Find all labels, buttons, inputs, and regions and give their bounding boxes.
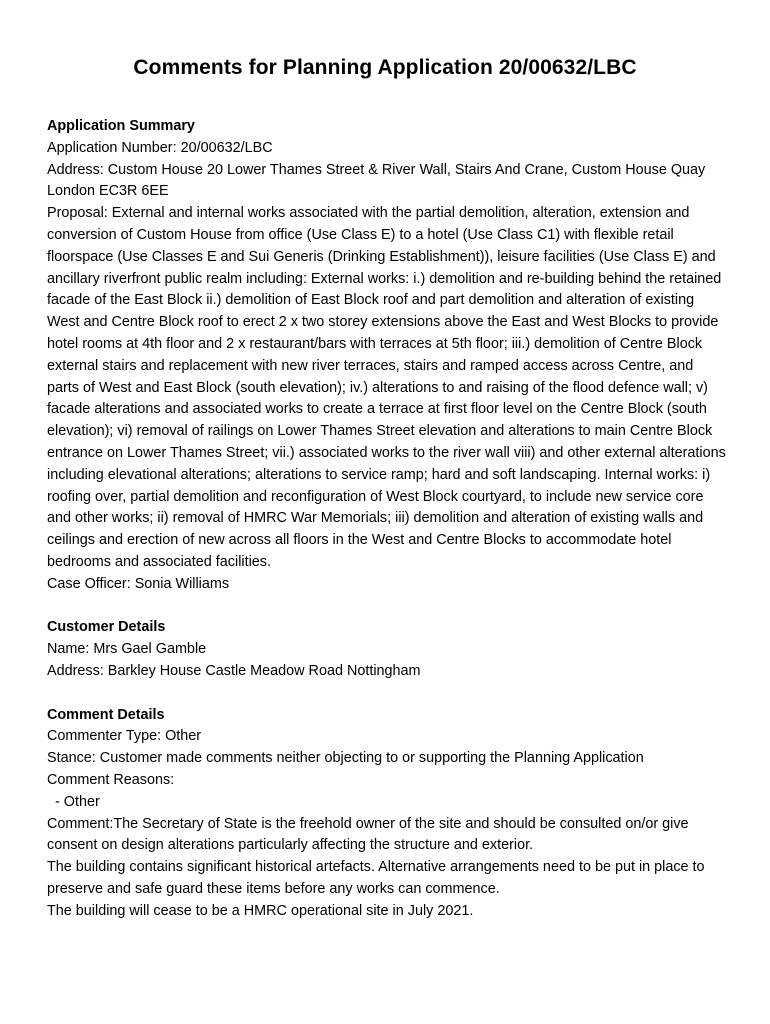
comment-text-paragraph: The building contains significant historical artefacts. Alternative arrangements need to be put in place to preserve and safe guard these items before any works can commence. (47, 859, 705, 897)
application-summary-section (47, 116, 727, 596)
application-number: Application Number: 20/00632/LBC (47, 139, 273, 156)
application-address: Address: Custom House 20 Lower Thames Street & River Wall, Stairs And Crane, Custom House Quay London EC3R 6EE (47, 161, 706, 200)
comment-text-paragraph: Comment:The Secretary of State is the freehold owner of the site and should be consulted on/or give consent on design alterations particularly affecting the structure and exterior. (47, 815, 689, 854)
case-officer: Case Officer: Sonia Williams (47, 575, 230, 592)
comment-reasons-label: Comment Reasons: (47, 771, 175, 788)
customer-name: Name: Mrs Gael Gamble (47, 641, 207, 658)
document-body (47, 116, 727, 922)
customer-address: Address: Barkley House Castle Meadow Road Nottingham (47, 662, 421, 679)
application-proposal: Proposal: External and internal works associated with the partial demolition, alteration, extension and conversion of Custom House from office (Use Class E) to a hotel (Use Class C1) with flexible retail floorspace (Use Classes E and Sui Generis (Drinking Establishment)), leisure facilities (Use Class E) and ancillary riverfront public realm including: External works: i.) demolition and re-building behind the retained facade of the East Block ii.) demolition of East Block roof and part demolition and alteration of existing West and Centre Block roof to erect 2 x two storey extensions above the East and West Blocks to provide hotel rooms at 4th floor and 2 x restaurant/bars with terraces at 5th floor; iii.) demolition of Centre Block external stairs and replacement with new river terraces, stairs and ramped access across Centre, and parts of West and East Block (south elevation); iv.) alterations to and raising of the flood defence wall; v) facade alterations and associated works to create a terrace at first floor level on the Centre Block (south elevation); vi) removal of railings on Lower Thames Street elevation and alterations to main Centre Block entrance on Lower Thames Street; vii.) associated works to the river wall viii) and other external alterations including elevational alterations; alterations to service ramp; hard and soft landscaping. Internal works: i) roofing over, partial demolition and reconfiguration of West Block courtyard, to include new service core and other works; ii) removal of HMRC War Memorials; iii) demolition and alteration of existing walls and ceilings and erection of new across all floors in the West and Centre Blocks to accommodate hotel bedrooms and associated facilities. (47, 205, 726, 570)
document-title: Comments for Planning Application 20/00632/LBC (133, 56, 637, 79)
comment-details-section (47, 705, 727, 923)
comment-text-paragraph: The building will cease to be a HMRC operational site in July 2021. (47, 902, 474, 919)
application-summary-heading: Application Summary (47, 118, 195, 134)
section-spacer (47, 683, 727, 705)
customer-details-heading: Customer Details (47, 619, 166, 636)
comment-details-heading: Comment Details (47, 706, 165, 723)
section-spacer (47, 596, 727, 618)
comment-stance: Stance: Customer made comments neither objecting to or supporting the Planning Application (47, 750, 644, 767)
commenter-type: Commenter Type: Other (47, 728, 202, 745)
comment-reason-item: - Other (55, 793, 100, 810)
customer-details-section (47, 617, 727, 682)
